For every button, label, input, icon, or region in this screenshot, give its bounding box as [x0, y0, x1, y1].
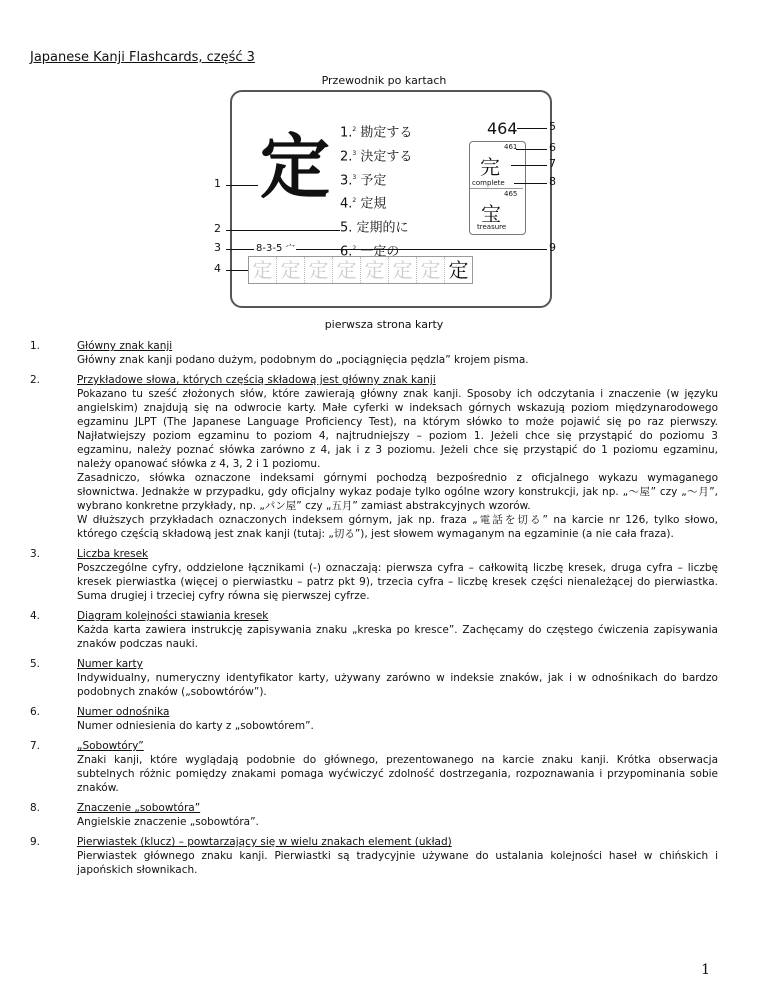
callout-label: 8	[549, 175, 556, 188]
reference-number: 465	[504, 190, 518, 198]
item-title: Numer odnośnika	[77, 706, 170, 718]
item-title: Znaczenie „sobowtóra”	[77, 802, 201, 814]
list-item: 4. Diagram kolejności stawiania kresek Każda karta zawiera instrukcję zapisywania znaku „kreska po kresce”. Zachęcamy do częstego ćwiczenia zapisywania znaków podczas nauki.	[30, 610, 718, 650]
item-text: Znaki kanji, które wyglądają podobnie do głównego, prezentowanego na karcie znaku kanji. Krótka obserwacja subtelnych różnic pomiędzy znakami pomaga wyćwiczyć zdolność dostrzegania, rozpoznawania i przypominania sobie znaków.	[77, 754, 718, 794]
example-word: 5. 定期的に	[340, 220, 409, 236]
item-title: Liczba kresek	[77, 548, 149, 560]
callout-label: 1	[214, 177, 221, 190]
callout-line	[517, 128, 547, 129]
item-text: Zasadniczo, słówka oznaczone indeksami górnymi pochodzą bezpośrednio z oficjalnego wykazu wymaganego słownictwa. Jednakże w przypadku, gdy oficjalny wykaz podaje tylko ogólne wzory konstrukcji, jak np. „～屋” czy „～月”, wybrano konkretne przykłady, np. „パン屋” czy „五月” zamiast abstrakcyjnych wzorów.	[77, 472, 718, 512]
callout-label: 9	[549, 241, 556, 254]
list-item: 9. Pierwiastek (klucz) – powtarzający się w wielu znakach element (układ) Pierwiastek głównego znaku kanji. Pierwiastki są tradycyjnie używane do ustalania kolejności haseł w chińskich i japońskich słownikach.	[30, 836, 718, 876]
reference-number: 461	[504, 143, 518, 151]
callout-line	[226, 249, 254, 250]
callout-label: 6	[549, 141, 556, 154]
lookalike-meaning: complete	[472, 179, 505, 187]
callout-line	[226, 270, 248, 271]
lookalike-meaning: treasure	[477, 223, 507, 231]
callout-label: 5	[549, 120, 556, 133]
example-word: 3.$^3$ 予定	[340, 172, 387, 188]
stroke-order-diagram	[248, 256, 473, 284]
callout-label: 2	[214, 222, 221, 235]
stroke-step: 定	[448, 258, 469, 282]
callout-line	[514, 183, 547, 184]
stroke-step: 定	[361, 257, 389, 283]
callout-line	[296, 249, 547, 250]
stroke-step: 定	[333, 257, 361, 283]
item-title: Pierwiastek (klucz) – powtarzający się w wielu znakach element (układ)	[77, 836, 452, 848]
callout-label: 3	[214, 241, 221, 254]
example-word: 1.$^2$ 勘定する	[340, 125, 413, 141]
stroke-step: 定	[417, 257, 445, 283]
lookalike-kanji: 宝	[481, 202, 501, 226]
callout-line	[511, 165, 547, 166]
list-item: 5. Numer karty Indywidualny, numeryczny identyfikator karty, używany zarówno w indeksie znaków, jak i w odnośnikach do bardzo podobnych znaków („sobowtórów”).	[30, 658, 718, 698]
item-title: Przykładowe słowa, których częścią składową jest główny znak kanji	[77, 374, 436, 386]
stroke-count: 8-3-5	[256, 243, 283, 254]
list-item: 6. Numer odnośnika Numer odniesienia do karty z „sobowtórem”.	[30, 705, 718, 733]
callout-label: 4	[214, 262, 221, 275]
example-word: 4.$^2$ 定規	[340, 196, 387, 212]
callout-line	[516, 149, 547, 150]
item-text: Indywidualny, numeryczny identyfikator karty, używany zarówno w indeksie znaków, jak i w odnośnikach do bardzo podobnych znaków („sobowtórów”).	[77, 672, 718, 698]
list-item: 2. Przykładowe słowa, których częścią składową jest główny znak kanji Pokazano tu sześć złożonych słów, które zawierają główny znak kanji. Sposoby ich odczytania i znaczenie (w języku angielskim) znajdują się na odwrocie karty. Małe cyferki w indeksach górnych wskazują poziom międzynarodowego egzaminu JLPT (The Japanese Language Proficiency Test), na którym słówko to może pojawić się po raz pierwszy. Najłatwiejszy poziom egzaminu to poziom 4, najtrudniejszy – poziom 1. Jeżeli chce się przystąpić do poziomu 3 egzaminu, należy poznać słówka zarówno z 4, jak i z 3 poziomu. Jeżeli chce się przystąpić do 1 poziomu egzaminu, należy opanować słówka z 4, 3, 2 i 1 poziomu. Zasadniczo, słówka oznaczone indeksami górnymi pochodzą bezpośrednio z oficjalnego wykazu wymaganego słownictwa. Jednakże w przypadku, gdy oficjalny wykaz podaje tylko ogólne wzory konstrukcji, jak np. „～屋” czy „～月”, wybrano konkretne przykłady, np. „パン屋” czy „五月” zamiast abstrakcyjnych wzorów. W dłuższych przykładach oznaczonych indeksem górnym, jak np. fraza „電話を切る” na karcie nr 126, tylko słowo, którego częścią składową jest znak kanji (tutaj: „切る”), jest słowem wymaganym na egzaminie (a nie cała fraza).	[30, 374, 718, 540]
item-text: Każda karta zawiera instrukcję zapisywania znaku „kreska po kresce”. Zachęcamy do częstego ćwiczenia zapisywania znaków podczas nauki.	[77, 624, 718, 650]
item-text: Pokazano tu sześć złożonych słów, które zawierają główny znak kanji. Sposoby ich odczytania i znaczenie (w języku angielskim) znajdują się na odwrocie karty. Małe cyferki w indeksach górnych wskazują poziom międzynarodowego egzaminu JLPT (The Japanese Language Proficiency Test), na którym słówko to może pojawić się po raz pierwszy. Najłatwiejszy poziom egzaminu to poziom 4, najtrudniejszy – poziom 1. Jeżeli chce się przystąpić do poziomu 3 egzaminu, należy poznać słówka zarówno z 4, jak i z 3 poziomu. Jeżeli chce się przystąpić do 1 poziomu egzaminu, należy opanować słówka z 4, 3, 2 i 1 poziomu.	[77, 388, 718, 470]
document-title: Japanese Kanji Flashcards, część 3	[30, 50, 255, 65]
list-item: 8. Znaczenie „sobowtóra” Angielskie znaczenie „sobowtóra”.	[30, 801, 718, 829]
item-text: Pierwiastek głównego znaku kanji. Pierwiastki są tradycyjnie używane do ustalania kolejności haseł w chińskich i japońskich słownikach.	[77, 850, 718, 876]
item-title: Diagram kolejności stawiania kresek	[77, 610, 269, 622]
example-words-list	[340, 120, 412, 263]
radical: 宀	[286, 244, 296, 254]
list-item: 1. Główny znak kanji Główny znak kanji podano dużym, podobnym do „pociągnięcia pędzla” krojem pisma.	[30, 339, 718, 367]
page-number: 1	[701, 962, 710, 978]
stroke-step: 定	[305, 257, 333, 283]
list-item: 7. „Sobowtóry” Znaki kanji, które wyglądają podobnie do głównego, prezentowanego na karcie znaku kanji. Krótka obserwacja subtelnych różnic pomiędzy znakami pomaga wyćwiczyć zdolność dostrzegania, rozpoznawania i przypominania sobie znaków.	[30, 740, 718, 794]
item-text: Numer odniesienia do karty z „sobowtórem”.	[77, 720, 314, 732]
stroke-step: 定	[389, 257, 417, 283]
callout-line	[226, 185, 258, 186]
explanation-list	[30, 339, 718, 883]
callout-line	[226, 230, 340, 231]
stroke-step: 定	[249, 257, 277, 283]
stroke-step: 定	[277, 257, 305, 283]
main-kanji: 定	[260, 125, 330, 208]
example-word: 6.$^2$ 一定の	[340, 244, 400, 260]
figure-title: Przewodnik po kartach	[321, 74, 447, 87]
card-number: 464	[487, 119, 518, 138]
item-text: W dłuższych przykładach oznaczonych indeksem górnym, jak np. fraza „電話を切る” na karcie nr 126, tylko słowo, którego częścią składową jest znak kanji (tutaj: „切る”), jest słowem wymaganym na egzaminie (a nie cała fraza).	[77, 514, 718, 540]
callout-label: 7	[549, 157, 556, 170]
item-text: Poszczególne cyfry, oddzielone łącznikami (-) oznaczają: pierwsza cyfra – całkowitą liczbę kresek, druga cyfra – liczbę kresek pierwiastka (więcej o pierwiastku – patrz pkt 9), trzecia cyfra – liczbę kresek części nienależącej do pierwiastka. Suma drugiej i trzeciej cyfry równa się pierwszej cyfrze.	[77, 562, 718, 602]
item-text: Główny znak kanji podano dużym, podobnym do „pociągnięcia pędzla” krojem pisma.	[77, 354, 529, 366]
figure-caption: pierwsza strona karty	[324, 318, 444, 331]
item-title: Główny znak kanji	[77, 340, 173, 352]
item-title: Numer karty	[77, 658, 143, 670]
item-title: „Sobowtóry”	[77, 740, 144, 752]
lookalikes-divider	[470, 188, 523, 189]
example-word: 2.$^3$ 決定する	[340, 149, 413, 165]
item-text: Angielskie znaczenie „sobowtóra”.	[77, 816, 259, 828]
lookalike-kanji: 完	[480, 155, 500, 179]
list-item: 3. Liczba kresek Poszczególne cyfry, oddzielone łącznikami (-) oznaczają: pierwsza cyfra – całkowitą liczbę kresek, druga cyfra – liczbę kresek pierwiastka (więcej o pierwiastku – patrz pkt 9), trzecia cyfra – liczbę kresek części nienależącej do pierwiastka. Suma drugiej i trzeciej cyfry równa się pierwszej cyfrze.	[30, 548, 718, 602]
